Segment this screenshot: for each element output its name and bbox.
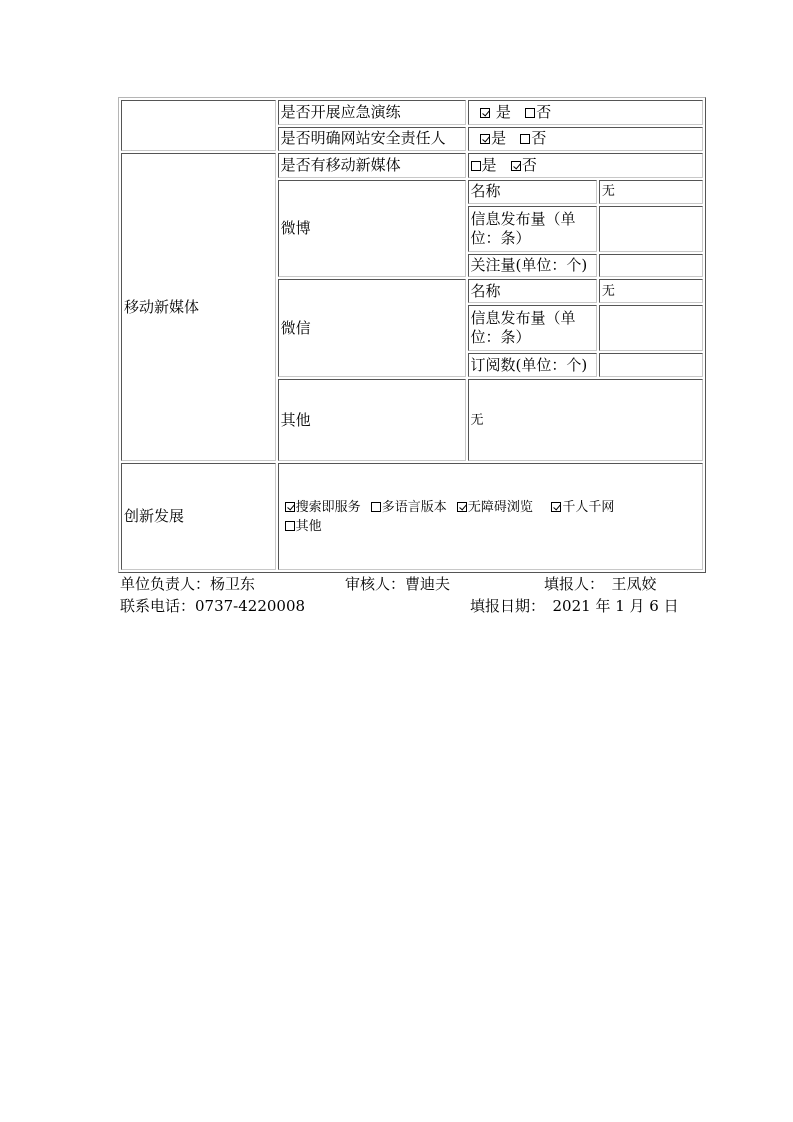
fill-date: 填报日期： 2021 年 1 月 6 日 (470, 597, 679, 615)
personalized-checkbox[interactable] (551, 502, 561, 512)
drill-no-checkbox[interactable] (525, 108, 535, 118)
other-label: 其他 (278, 379, 466, 461)
search-service-checkbox[interactable] (285, 502, 295, 512)
reviewer: 审核人：曹迪夫 (345, 575, 451, 593)
report-table (118, 97, 706, 573)
wechat-subscribers-label: 订阅数(单位：个) (468, 353, 597, 377)
multilingual-checkbox[interactable] (371, 502, 381, 512)
other-value: 无 (468, 379, 703, 461)
innovation-option-label: 搜索即服务 (295, 499, 361, 515)
drill-answer (468, 100, 703, 125)
weibo-followers-value (599, 254, 703, 278)
innovation-option (371, 500, 447, 515)
weibo-posts-value (599, 206, 703, 252)
drill-no-label: 否 (536, 102, 552, 121)
officer-answer (468, 127, 703, 152)
weibo-followers-label: 关注量(单位：个) (468, 254, 597, 278)
wechat-subscribers-value (599, 353, 703, 377)
innovation-options (278, 463, 703, 570)
innovation-option (551, 500, 614, 515)
weibo-posts-label: 信息发布量（单位：条） (468, 206, 597, 252)
innovation-option (285, 500, 361, 515)
innovation-option (285, 519, 322, 534)
officer-yes-label: 是 (491, 129, 507, 148)
innovation-label: 创新发展 (121, 463, 276, 570)
mobile-question: 是否有移动新媒体 (278, 153, 466, 178)
accessibility-checkbox[interactable] (457, 502, 467, 512)
wechat-name-value: 无 (599, 279, 703, 303)
unit-head: 单位负责人：杨卫东 (120, 575, 256, 593)
filler: 填报人： 王凤姣 (544, 575, 657, 593)
weibo-name-value: 无 (599, 180, 703, 204)
innovation-option-label: 多语言版本 (381, 499, 447, 515)
mobile-no-checkbox[interactable] (511, 161, 521, 171)
wechat-posts-label: 信息发布量（单位：条） (468, 305, 597, 351)
mobile-answer (468, 153, 703, 178)
weibo-name-label: 名称 (468, 180, 597, 204)
innovation-option-label: 其他 (295, 518, 322, 534)
mobile-section-label: 移动新媒体 (121, 153, 276, 461)
weibo-label: 微博 (278, 180, 466, 277)
innovation-option-label: 千人千网 (562, 499, 615, 515)
officer-question: 是否明确网站安全责任人 (278, 127, 466, 152)
drill-yes-checkbox[interactable] (480, 108, 490, 118)
officer-no-checkbox[interactable] (520, 134, 530, 144)
innovation-option-label: 无障碍浏览 (467, 499, 533, 515)
mobile-yes-label: 是 (481, 156, 497, 175)
phone: 联系电话：0737-4220008 (120, 597, 306, 615)
other-checkbox[interactable] (285, 521, 295, 531)
mobile-yes-checkbox[interactable] (471, 161, 481, 171)
empty-section-cell (121, 100, 276, 151)
wechat-name-label: 名称 (468, 279, 597, 303)
drill-yes-label: 是 (495, 102, 511, 121)
officer-no-label: 否 (531, 129, 547, 148)
wechat-posts-value (599, 305, 703, 351)
drill-question: 是否开展应急演练 (278, 100, 466, 125)
innovation-option (457, 500, 533, 515)
mobile-no-label: 否 (521, 156, 537, 175)
officer-yes-checkbox[interactable] (480, 134, 490, 144)
wechat-label: 微信 (278, 279, 466, 376)
